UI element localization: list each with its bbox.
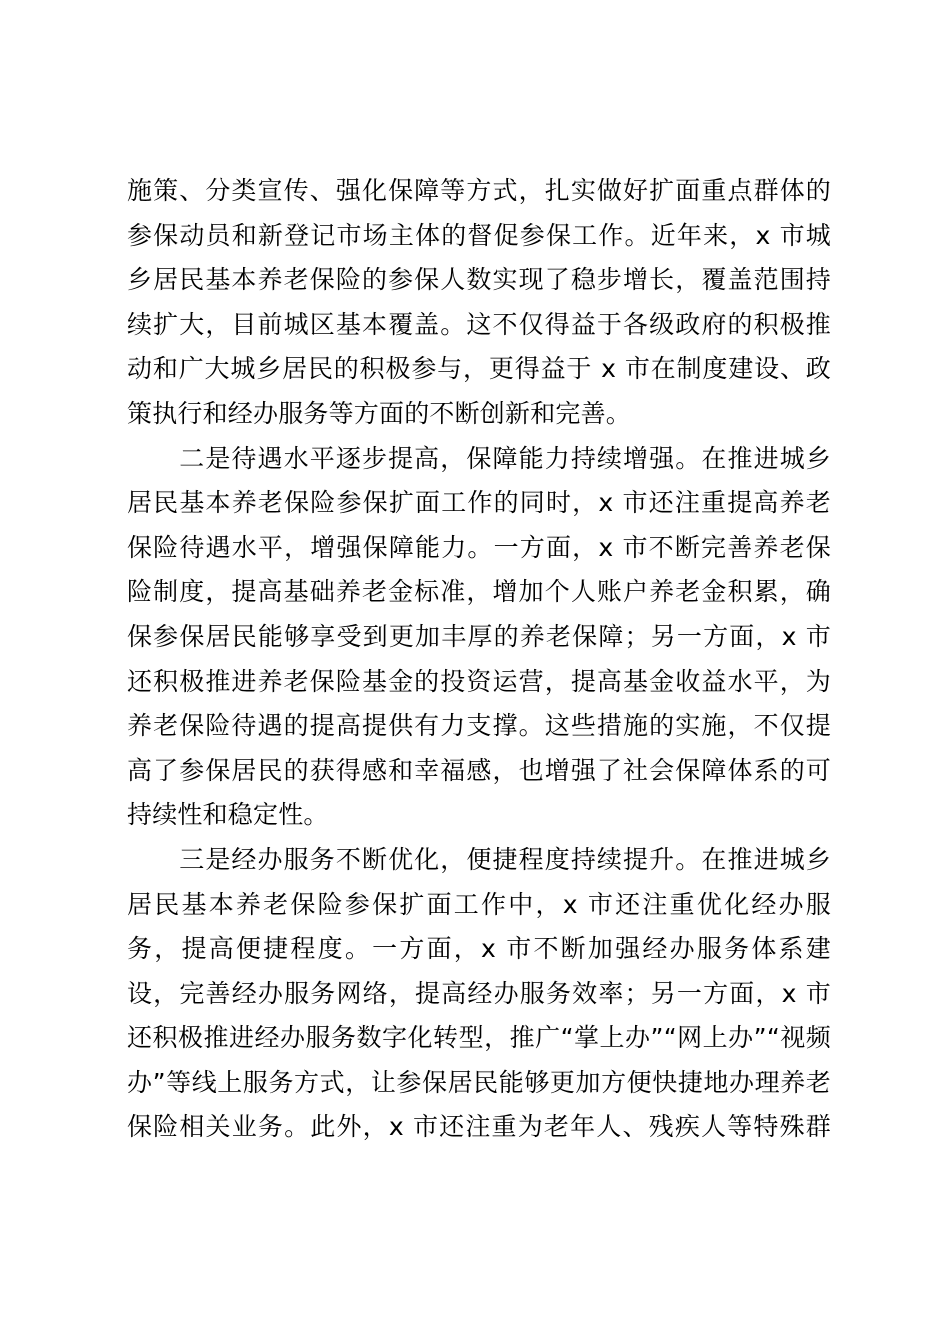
text-line: 养老保险待遇的提高提供有力支撑。这些措施的实施，不仅提 [127, 711, 831, 741]
document-body [127, 169, 831, 1150]
text-line: 办”等线上服务方式，让参保居民能够更加方便快捷地办理养老 [127, 1067, 831, 1097]
text-line: 高了参保居民的获得感和幸福感，也增强了社会保障体系的可 [127, 755, 831, 785]
text-line: 务，提高便捷程度。一方面，x 市不断加强经办服务体系建 [127, 934, 831, 964]
text-line: 三是经办服务不断优化，便捷程度持续提升。在推进城乡 [127, 844, 831, 874]
text-line: 乡居民基本养老保险的参保人数实现了稳步增长，覆盖范围持 [127, 265, 831, 295]
paragraph-3 [127, 838, 831, 1150]
text-line: 动和广大城乡居民的积极参与，更得益于 x 市在制度建设、政 [127, 354, 831, 384]
text-line: 参保动员和新登记市场主体的督促参保工作。近年来，x 市城 [127, 220, 831, 250]
text-line: 保险相关业务。此外，x 市还注重为老年人、残疾人等特殊群 [127, 1112, 831, 1142]
text-line: 续扩大，目前城区基本覆盖。这不仅得益于各级政府的积极推 [127, 309, 831, 339]
paragraph-1 [127, 169, 831, 437]
text-line: 居民基本养老保险参保扩面工作中，x 市还注重优化经办服 [127, 889, 831, 919]
text-line: 还积极推进经办服务数字化转型，推广“掌上办”“网上办”“视频 [127, 1023, 831, 1053]
text-line: 居民基本养老保险参保扩面工作的同时，x 市还注重提高养老 [127, 488, 831, 518]
text-line: 二是待遇水平逐步提高，保障能力持续增强。在推进城乡 [127, 443, 831, 473]
text-line: 还积极推进养老保险基金的投资运营，提高基金收益水平，为 [127, 666, 831, 696]
paragraph-2 [127, 437, 831, 838]
text-line: 策执行和经办服务等方面的不断创新和完善。 [127, 398, 632, 428]
text-line: 保参保居民能够享受到更加丰厚的养老保障；另一方面，x 市 [127, 621, 831, 651]
text-line: 施策、分类宣传、强化保障等方式，扎实做好扩面重点群体的 [127, 176, 831, 205]
text-line: 持续性和稳定性。 [127, 800, 329, 830]
text-line: 保险待遇水平，增强保障能力。一方面，x 市不断完善养老保 [127, 532, 831, 562]
text-line: 险制度，提高基础养老金标准，增加个人账户养老金积累，确 [127, 577, 831, 607]
text-line: 设，完善经办服务网络，提高经办服务效率；另一方面，x 市 [127, 978, 831, 1008]
